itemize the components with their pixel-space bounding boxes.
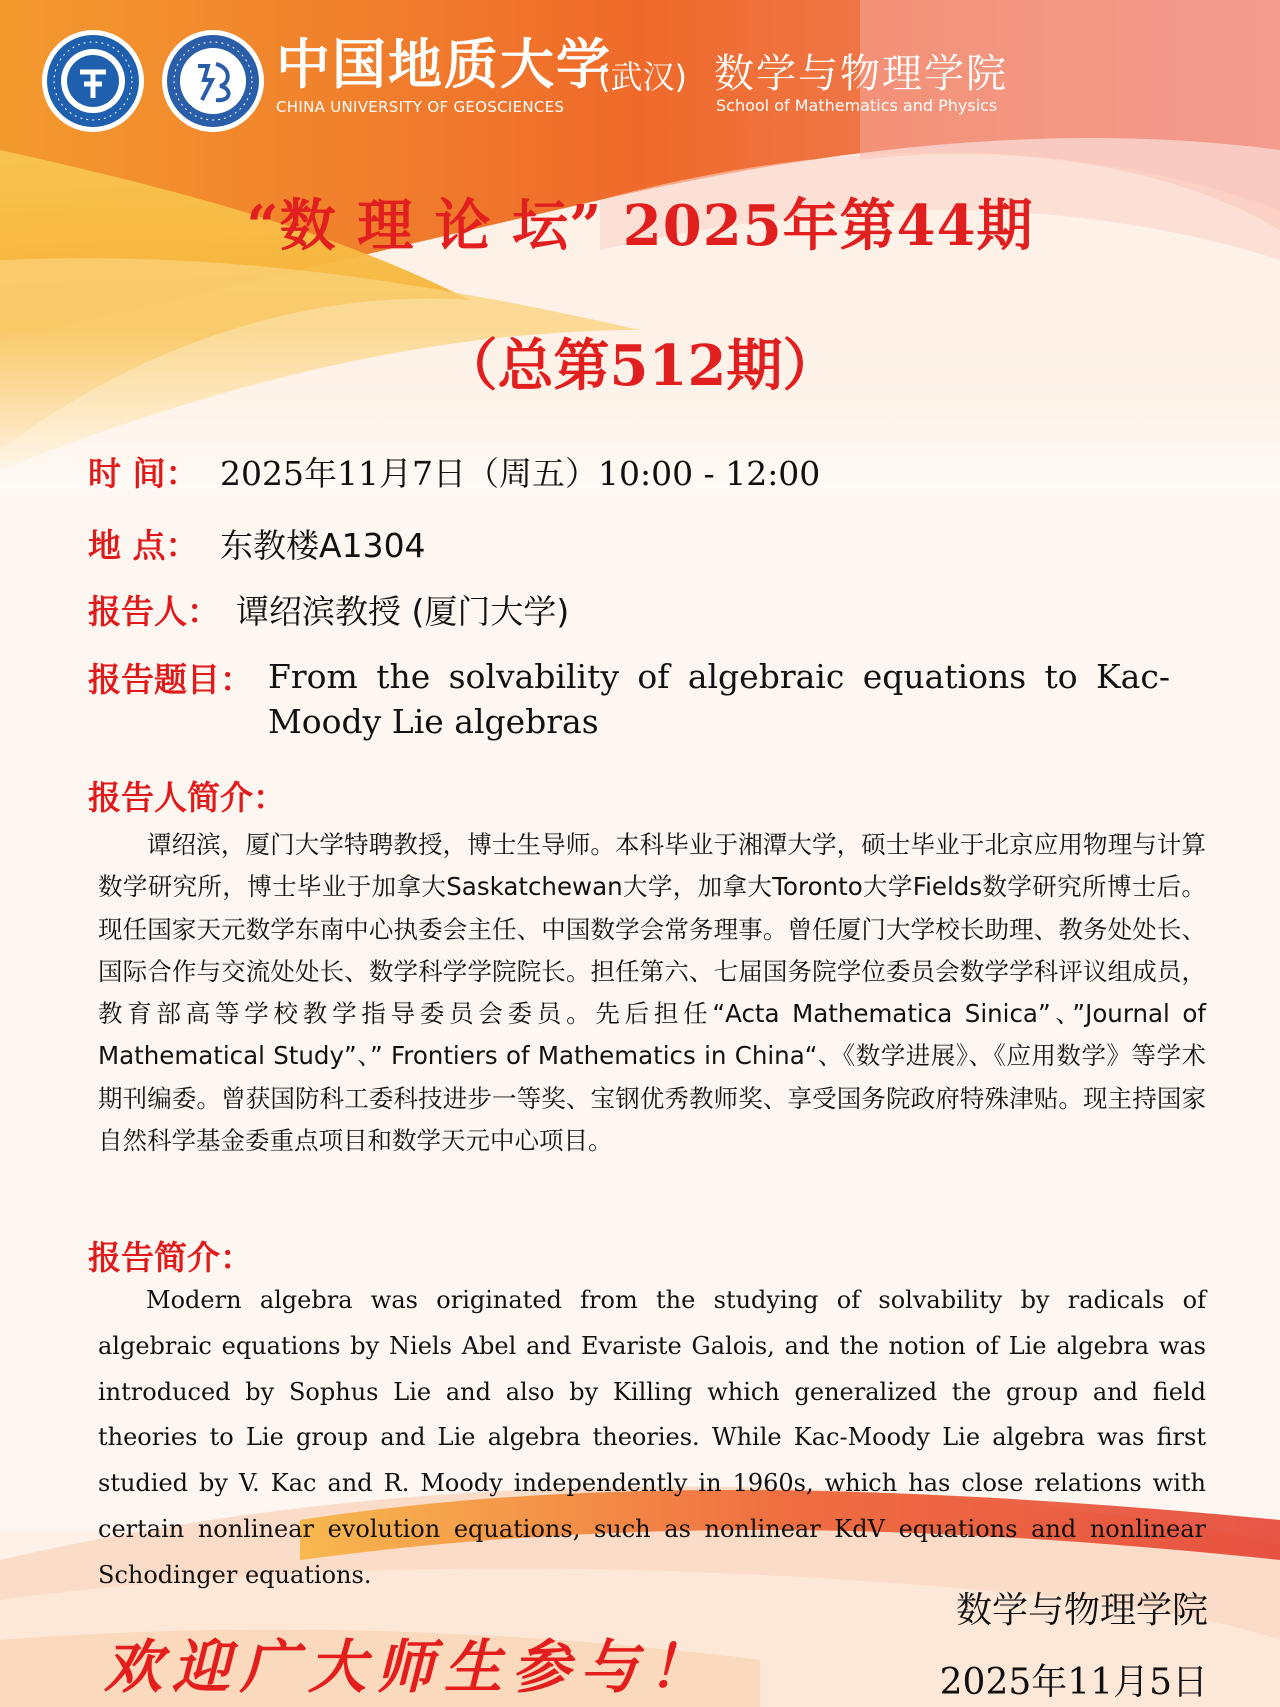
place-label: 地 点： — [88, 526, 199, 565]
school-logo — [160, 28, 266, 134]
welcome-message: 欢迎广大师生参与！ — [104, 1633, 717, 1701]
speaker-value: 谭绍滨教授 (厦门大学) — [236, 592, 570, 631]
bio-text: 谭绍滨，厦门大学特聘教授，博士生导师。本科毕业于湘潭大学，硕士毕业于北京应用物理与计算数学研究所，博士毕业于加拿大Saskatchewan大学，加拿大Toronto大学Fields数学研究所博士后。现任国家天元数学东南中心执委会主任、中国数学会常务理事。曾任厦门大学校长助理、教务处处长、国际合作与交流处处长、数学科学学院院长。担任第六、七届国务院学位委员会数学学科评议组成员，教育部高等学校教学指导委员会委员。先后担任“Acta Mathematica Sinica”、”Journal of Mathematical Study”、” Frontiers of Mathematics in China“、《数学进展》、《应用数学》等学术期刊编委。曾获国防科工委科技进步一等奖、宝钢优秀教师奖、享受国务院政府特殊津贴。现主持国家自然科学基金委重点项目和数学天元中心项目。 — [98, 830, 1206, 1156]
forum-title: “数 理 论 坛” 2025年第44期 — [246, 193, 1034, 259]
topic-value: From the solvability of algebraic equations to Kac-Moody Lie algebras — [268, 657, 1170, 741]
university-city: (武汉) — [598, 58, 687, 96]
topic-label: 报告题目： — [88, 660, 253, 699]
forum-issue-total: （总第512期） — [441, 333, 839, 399]
university-seal-icon — [40, 28, 146, 134]
school-name-cn: 数学与物理学院 — [714, 51, 1008, 97]
university-name-en: CHINA UNIVERSITY OF GEOSCIENCES — [276, 98, 565, 116]
time-value: 2025年11月7日（周五）10:00 - 12:00 — [220, 454, 821, 493]
university-logo — [40, 28, 146, 134]
time-label: 时 间： — [88, 454, 199, 493]
signature-school: 数学与物理学院 — [955, 1590, 1208, 1631]
speaker-label: 报告人： — [88, 592, 220, 631]
school-seal-icon — [160, 28, 266, 134]
place-value: 东教楼A1304 — [220, 526, 426, 565]
university-name-cn: 中国地质大学 — [276, 32, 612, 96]
signature-date: 2025年11月5日 — [939, 1662, 1208, 1703]
abstract-text: Modern algebra was originated from the studying of solvability by radicals of algebraic equations by Niels Abel and Evariste Galois, and the notion of Lie algebra was introduced by Sophus Lie and also by Killing which generalized the group and field theories to Lie group and Lie algebra theories. While Kac-Moody Lie algebra was first studied by V. Kac and R. Moody independently in 1960s, which has close relations with certain nonlinear evolution equations, such as nonlinear KdV equations and nonlinear Schodinger equations. — [98, 1286, 1206, 1589]
school-name-en: School of Mathematics and Physics — [716, 96, 998, 115]
abstract-heading: 报告简介： — [88, 1238, 253, 1277]
bio-heading: 报告人简介： — [88, 778, 286, 817]
